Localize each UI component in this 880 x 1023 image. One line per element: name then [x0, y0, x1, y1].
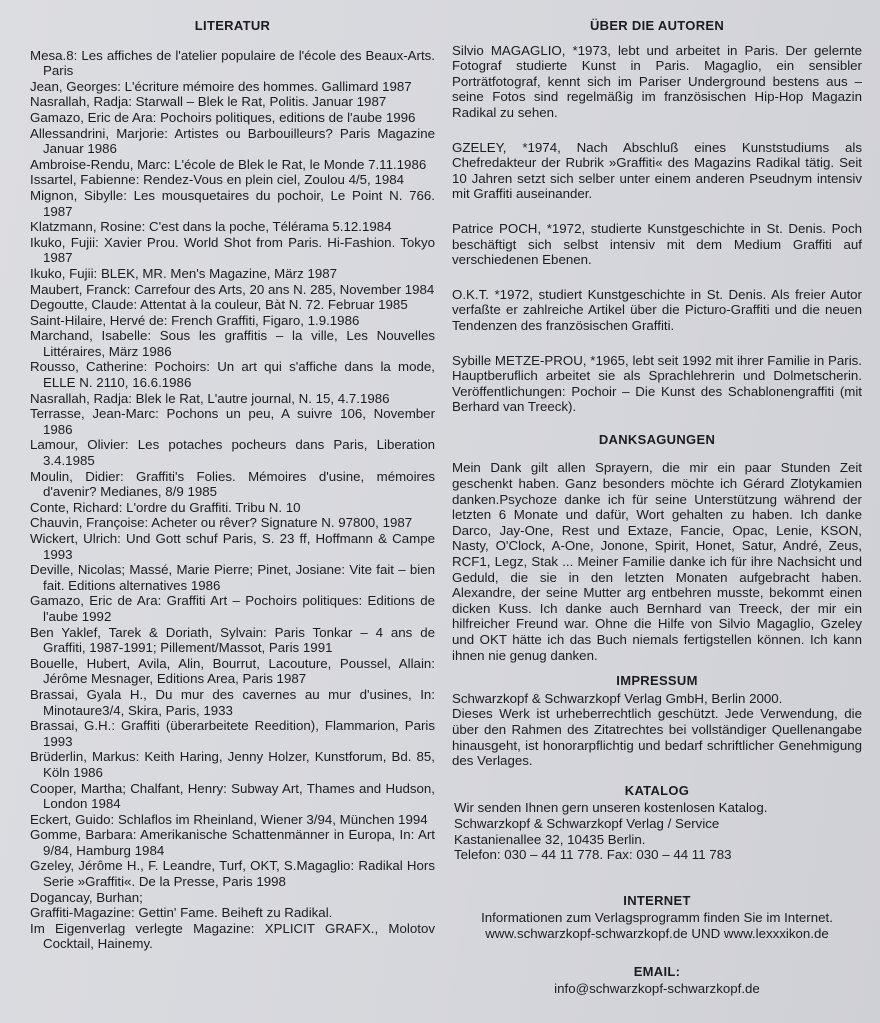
- literatur-entry: Chauvin, Françoise: Acheter ou rêver? Signature N. 97800, 1987: [30, 515, 413, 531]
- literatur-entry: Gzeley, Jérôme H., F. Leandre, Turf, OKT, S.Magaglio: Radikal Hors Serie »Graffiti«. De la Presse, Paris 1998: [30, 858, 435, 890]
- literatur-entry: Jean, Georges: L'écriture mémoire des hommes. Gallimard 1987: [30, 78, 412, 94]
- literatur-entry: Ikuko, Fujii: BLEK, MR. Men's Magazine, März 1987: [30, 265, 338, 281]
- literatur-column: [30, 18, 435, 952]
- literatur-entry: Gamazo, Eric de Ara: Graffiti Art – Pochoirs politiques: Editions de l'aube 1992: [30, 593, 435, 624]
- email-address[interactable]: info@schwarzkopf-schwarzkopf.de: [554, 981, 760, 997]
- literatur-entry: Nasrallah, Radja: Starwall – Blek le Rat, Politis. Januar 1987: [30, 94, 387, 110]
- autor-paragraph: Patrice POCH, *1972, studierte Kunstgeschichte in St. Denis. Poch beschäftigt sich selbst intensiv mit dem Medium Graffiti auf verschiedenen Ebenen.: [452, 220, 862, 268]
- internet-line: Informationen zum Verlagsprogramm finden Sie im Internet.: [481, 910, 833, 926]
- literatur-entry: Ikuko, Fujii: Xavier Prou. World Shot from Paris. Hi-Fashion. Tokyo 1987: [30, 234, 435, 266]
- literatur-entry: Dogancay, Burhan;: [30, 889, 143, 905]
- internet-urls[interactable]: www.schwarzkopf-schwarzkopf.de UND www.lexxxikon.de: [485, 925, 829, 941]
- literatur-entry: Nasrallah, Radja: Blek le Rat, L'autre journal, N. 15, 4.7.1986: [30, 390, 390, 406]
- autor-paragraph: Silvio MAGAGLIO, *1973, lebt und arbeitet in Paris. Der gelernte Fotograf studierte Kunst in Paris. Magaglio, ein sensibler Porträtfotograf, kennt sich im Pariser Underground bestens aus – seine Fotos sind regelmäßig im französischen Hip-Hop Magazin Radikal zu sehen.: [452, 42, 862, 120]
- literatur-entry: Marchand, Isabelle: Sous les graffitis – la ville, Les Nouvelles Littéraires, März 1986: [30, 328, 435, 359]
- autor-paragraph: Sybille METZE-PROU, *1965, lebt seit 1992 mit ihrer Familie in Paris. Hauptberuflich arbeitet sie als Sprachlehrerin und Dolmetscherin. Veröffentlichungen: Pochoir – Die Kunst des Schablonengraffiti (mit Berhard van Treeck).: [452, 352, 862, 415]
- literatur-entry: Ambroise-Rendu, Marc: L'école de Blek le Rat, le Monde 7.11.1986: [30, 156, 427, 172]
- autoren-list: [452, 43, 862, 415]
- literatur-entry: Maubert, Franck: Carrefour des Arts, 20 ans N. 285, November 1984: [30, 281, 435, 297]
- literatur-entry: Im Eigenverlag verlegte Magazine: XPLICIT GRAFX., Molotov Cocktail, Hainemy.: [30, 920, 435, 952]
- literatur-entry: Klatzmann, Rosine: C'est dans la poche, Télérama 5.12.1984: [30, 219, 392, 235]
- literatur-entry: Moulin, Didier: Graffiti's Folies. Mémoires d'usine, mémoires d'avenir? Medianes, 8/9 1985: [30, 468, 435, 500]
- literatur-entry: Allessandrini, Marjorie: Artistes ou Barbouilleurs? Paris Magazine Januar 1986: [30, 125, 435, 157]
- katalog-line: Kastanienallee 32, 10435 Berlin.: [454, 831, 646, 847]
- literatur-entry: Deville, Nicolas; Massé, Marie Pierre; Pinet, Josiane: Vite fait – bien fait. Editions alternatives 1986: [30, 562, 435, 593]
- literatur-entry: Mesa.8: Les affiches de l'atelier populaire de l'école des Beaux-Arts. Paris: [30, 47, 435, 79]
- literatur-entry: Saint-Hilaire, Hervé de: French Graffiti, Figaro, 1.9.1986: [30, 312, 360, 328]
- autoren-heading: ÜBER DIE AUTOREN: [589, 18, 725, 33]
- literatur-entry: Bouelle, Hubert, Avila, Alin, Bourrut, Lacouture, Poussel, Allain: Jérôme Mesnager, Editions Area, Paris 1987: [30, 655, 435, 687]
- danksagungen-text: Mein Dank gilt allen Sprayern, die mir ein paar Stunden Zeit geschenkt haben. Ganz besonders möchte ich Gérard Zlotykamien danken.Psychoze danke ich für seine Unterstützung während der letzten 6 Monate und dafür, Wort gehalten zu haben. Ich danke Darco, Jay-One, Rest und Extaze, Fancie, Opac, Lenie, KSON, Nasty, O'Clock, A-One, Jonone, Spirit, Honet, Satur, André, Zeus, RCF1, Legz, Stak ... Meiner Familie danke ich für ihre Nachsicht und Geduld, die sie in den letzten Monaten aufgebracht haben. Alexandre, der seine Mutter arg entbehren musste, bekommt einen dicken Kuss. Ich danke auch Bernhard van Treeck, der mir ein hilfreicher Freund war. Ohne die Hilfe von Silvio Magaglio, Gzeley und OKT hätte ich das Buch niemals fertigstellen können. Ich kann ihnen nie genug danken.: [452, 460, 862, 663]
- literatur-list: [30, 48, 435, 952]
- katalog-line: Schwarzkopf & Schwarzkopf Verlag / Service: [454, 815, 720, 831]
- katalog-heading: KATALOG: [624, 782, 690, 798]
- impressum-text: Dieses Werk ist urheberrechtlich geschützt. Jede Verwendung, die über den Rahmen des Zitatrechtes bei vollständiger Quellenangabe hinausgeht, ist honorarpflichtig und bedarf schriftlicher Genehmigung des Verlages.: [452, 706, 862, 769]
- autor-paragraph: O.K.T. *1972, studiert Kunstgeschichte in St. Denis. Als freier Autor verfaßte er zahlreiche Artikel über die Picturo-Graffiti und die neuen Tendenzen des französischen Graffiti.: [452, 286, 862, 333]
- internet-heading: INTERNET: [623, 892, 691, 908]
- literatur-entry: Brüderlin, Markus: Keith Haring, Jenny Holzer, Kunstforum, Bd. 85, Köln 1986: [30, 749, 435, 780]
- literatur-entry: Brassai, G.H.: Graffiti (überarbeitete Reedition), Flammarion, Paris 1993: [30, 718, 435, 749]
- literatur-entry: Cooper, Martha; Chalfant, Henry: Subway Art, Thames and Hudson, London 1984: [30, 780, 435, 812]
- literatur-entry: Brassai, Gyala H., Du mur des cavernes au mur d'usines, In: Minotaure3/4, Skira, Paris, 1933: [30, 686, 435, 718]
- katalog-line: Wir senden Ihnen gern unseren kostenlosen Katalog.: [454, 800, 768, 816]
- internet-lines: [452, 910, 862, 941]
- katalog-lines: [452, 800, 862, 862]
- literatur-heading: LITERATUR: [194, 18, 271, 33]
- literatur-entry: Terrasse, Jean-Marc: Pochons un peu, A suivre 106, November 1986: [30, 406, 435, 437]
- autor-paragraph: GZELEY, *1974, Nach Abschluß eines Kunststudiums als Chefredakteur der Rubrik »Graffiti« des Magazins Radikal tätig. Seit 10 Jahren setzt sich selber unter einem anderen Pseudnym intensiv mit Graffiti auseinander.: [452, 139, 862, 202]
- literatur-entry: Graffiti-Magazine: Gettin' Fame. Beiheft zu Radikal.: [30, 905, 333, 921]
- literatur-entry: Conte, Richard: L'ordre du Graffiti. Tribu N. 10: [30, 499, 301, 515]
- literatur-entry: Wickert, Ulrich: Und Gott schuf Paris, S. 23 ff, Hoffmann & Campe 1993: [30, 531, 435, 562]
- impressum-publisher: Schwarzkopf & Schwarzkopf Verlag GmbH, Berlin 2000.: [452, 690, 783, 706]
- katalog-line: Telefon: 030 – 44 11 778. Fax: 030 – 44 11 783: [454, 847, 732, 863]
- literatur-entry: Rousso, Catherine: Pochoirs: Un art qui s'affiche dans la mode, ELLE N. 2110, 16.6.1986: [30, 359, 435, 391]
- impressum-heading: IMPRESSUM: [616, 673, 698, 689]
- literatur-entry: Ben Yaklef, Tarek & Doriath, Sylvain: Paris Tonkar – 4 ans de Graffiti, 1987-1991; Pillement/Massot, Paris 1991: [30, 624, 435, 656]
- literatur-entry: Degoutte, Claude: Attentat à la couleur, Bàt N. 72. Februar 1985: [30, 297, 408, 313]
- literatur-entry: Issartel, Fabienne: Rendez-Vous en plein ciel, Zoulou 4/5, 1984: [30, 172, 405, 188]
- literatur-entry: Lamour, Olivier: Les potaches pocheurs dans Paris, Liberation 3.4.1985: [30, 437, 435, 469]
- danksagungen-heading: DANKSAGUNGEN: [598, 431, 716, 447]
- literatur-entry: Gomme, Barbara: Amerikanische Schattenmänner in Europa, In: Art 9/84, Hamburg 1984: [30, 827, 435, 858]
- right-column: [452, 18, 862, 997]
- literatur-entry: Eckert, Guido: Schlaflos im Rheinland, Wiener 3/94, München 1994: [30, 811, 428, 827]
- literatur-entry: Mignon, Sibylle: Les mousquetaires du pochoir, Le Point N. 766. 1987: [30, 187, 435, 219]
- literatur-entry: Gamazo, Eric de Ara: Pochoirs politiques, editions de l'aube 1996: [30, 109, 416, 125]
- email-heading: EMAIL:: [633, 963, 681, 979]
